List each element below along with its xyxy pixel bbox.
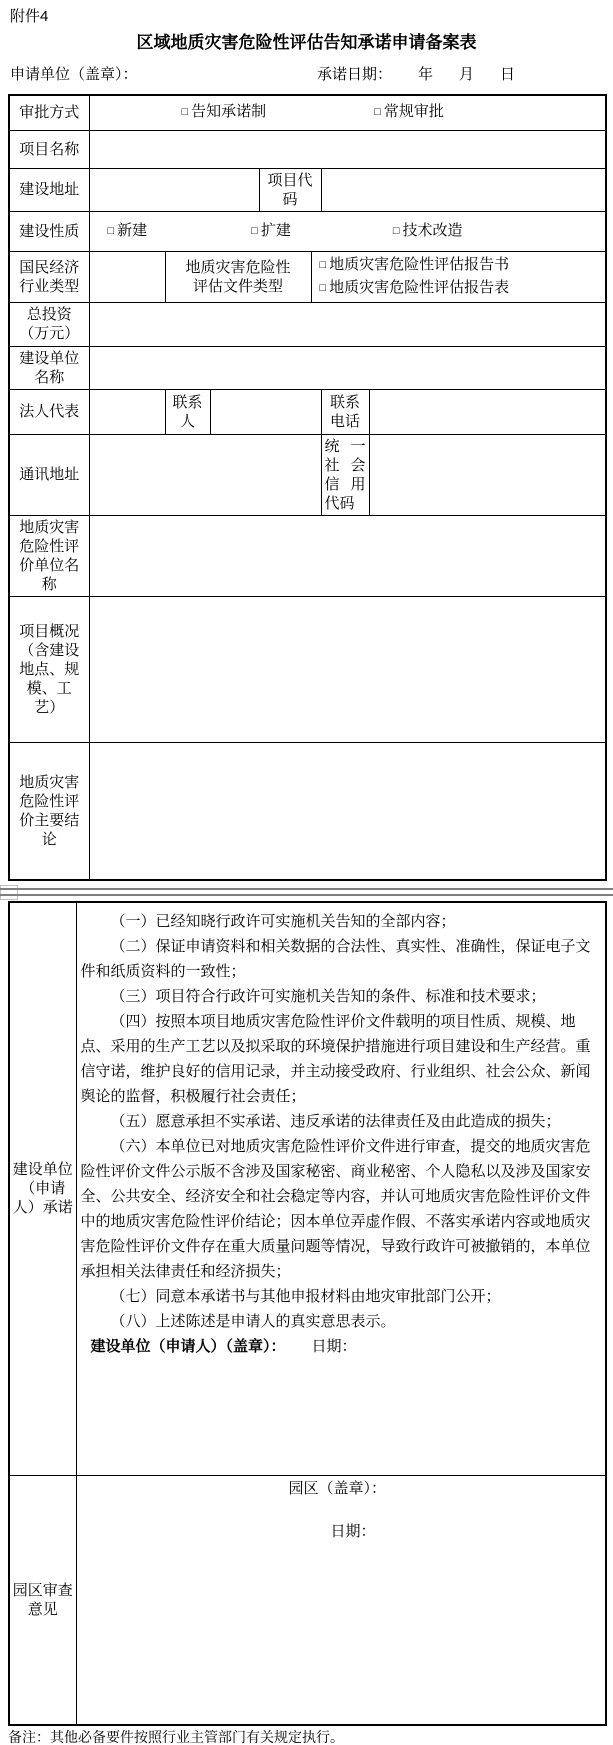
application-info-table — [8, 94, 607, 881]
option-notification-commitment[interactable] — [182, 102, 267, 123]
checkbox-icon[interactable]: □ — [319, 281, 327, 294]
total-investment-label: 总投资（万元） — [9, 302, 89, 346]
assessment-doc-type-label: 地质灾害危险性评估文件类型 — [165, 251, 311, 302]
form-title: 区域地质灾害危险性评估告知承诺申请备案表 — [136, 33, 477, 52]
approval-method-label: 审批方式 — [9, 95, 89, 130]
credit-code-input[interactable] — [369, 434, 606, 515]
mailing-address-input[interactable] — [89, 434, 321, 515]
option-label: 地质灾害危险性评估报告表 — [329, 278, 510, 296]
date-day-label: 日 — [499, 66, 515, 83]
assessment-unit-name-input[interactable] — [89, 515, 606, 596]
park-review-cell[interactable] — [76, 1475, 606, 1725]
mailing-address-label: 通讯地址 — [9, 434, 89, 515]
option-label: 技术改造 — [402, 221, 463, 239]
commitment-date-label: 承诺日期： — [316, 66, 392, 83]
commitment-clause: （二）保证申请资料和相关数据的合法性、真实性、准确性，保证电子文件和纸质资料的一致性； — [80, 938, 591, 980]
legal-representative-label: 法人代表 — [9, 389, 89, 434]
project-code-input[interactable] — [321, 168, 606, 211]
checkbox-icon[interactable]: □ — [319, 258, 327, 271]
assessment-unit-name-label: 地质灾害危险性评价单位名称 — [9, 515, 89, 596]
option-assessment-report-book[interactable] — [320, 254, 600, 277]
commitment-clause: （七）同意本承诺书与其他申报材料由地灾审批部门公开； — [110, 1288, 501, 1305]
commitment-date-group — [317, 66, 515, 84]
option-technical-renovation[interactable] — [393, 221, 463, 242]
construction-unit-name-label: 建设单位名称 — [9, 346, 89, 389]
form-header — [10, 66, 603, 84]
construction-unit-name-input[interactable] — [89, 346, 606, 389]
page-break-line — [0, 894, 613, 896]
credit-code-label: 统一社会信用代码 — [321, 434, 369, 515]
option-label: 扩建 — [260, 221, 291, 239]
applicant-signature-seal-label: 建设单位（申请人）（盖章）： — [90, 1338, 286, 1355]
commitment-clause: （三）项目符合行政许可实施机关告知的条件、标准和技术要求； — [110, 988, 546, 1005]
construction-nature-cell — [89, 211, 606, 251]
assessment-doc-type-cell — [311, 251, 606, 302]
footer-note: 备注：其他必备要件按照行业主管部门有关规定执行。 — [8, 1729, 344, 1745]
option-label: 常规审批 — [383, 103, 444, 121]
checkbox-icon[interactable]: □ — [107, 224, 115, 237]
option-expansion[interactable] — [251, 221, 291, 242]
contact-person-input[interactable] — [210, 389, 321, 434]
park-review-label: 园区审查意见 — [9, 1475, 76, 1725]
checkbox-icon[interactable]: □ — [392, 224, 400, 237]
option-regular-approval[interactable] — [374, 102, 444, 123]
option-label: 地质灾害危险性评估报告书 — [329, 255, 510, 273]
commitment-cell — [76, 902, 606, 1475]
commitment-clause: （一）已经知晓行政许可实施机关告知的全部内容； — [110, 913, 456, 930]
total-investment-input[interactable] — [89, 302, 606, 346]
checkbox-icon[interactable]: □ — [374, 106, 381, 119]
park-date-label: 日期： — [330, 1522, 376, 1540]
main-conclusion-input[interactable] — [89, 742, 606, 880]
applicant-seal-label: 申请单位（盖章）： — [10, 66, 138, 83]
project-name-label: 项目名称 — [9, 130, 89, 168]
checkbox-icon[interactable]: □ — [251, 224, 258, 237]
commitment-label: 建设单位（申请人）承诺 — [9, 902, 76, 1475]
main-conclusion-label: 地质灾害危险性评价主要结论 — [9, 742, 89, 880]
option-assessment-report-form[interactable] — [320, 277, 600, 300]
park-seal-label: 园区（盖章）： — [288, 1479, 387, 1497]
project-code-label: 项目代码 — [259, 168, 321, 211]
attachment-label: 附件4 — [10, 8, 49, 25]
commitment-table — [8, 901, 607, 1726]
option-new-construction[interactable] — [108, 221, 148, 242]
project-overview-input[interactable] — [89, 596, 606, 742]
industry-type-label: 国民经济行业类型 — [9, 251, 89, 302]
contact-phone-label: 联系电话 — [321, 389, 369, 434]
signature-date-label: 日期： — [311, 1338, 357, 1355]
commitment-clause: （八）上述陈述是申请人的真实意思表示。 — [110, 1313, 396, 1330]
construction-nature-label: 建设性质 — [9, 211, 89, 251]
approval-method-cell — [89, 95, 606, 130]
commitment-clause: （六）本单位已对地质灾害危险性评价文件进行审查，提交的地质灾害危险性评价文件公示版不含涉及国家秘密、商业秘密、个人隐私以及涉及国家安全、公共安全、经济安全和社会稳定等内容，并认可地质灾害危险性评价文件中的地质灾害危险性评价结论；因本单位弄虚作假、不落实承诺内容或地质灾害危险性评价文件存在重大质量问题等情况，导致行政许可被撤销的，本单位承担相关法律责任和经济损失； — [80, 1138, 591, 1280]
project-name-input[interactable] — [89, 130, 606, 168]
construction-address-input[interactable] — [89, 168, 259, 211]
commitment-clause: （四）按照本项目地质灾害危险性评价文件载明的项目性质、规模、地点、采用的生产工艺以及拟采取的环境保护措施进行项目建设和生产经营。重信守诺，维护良好的信用记录，并主动接受政府、行业组织、社会公众、新闻舆论的监督，积极履行社会责任； — [80, 1013, 591, 1105]
page-break — [0, 881, 613, 901]
project-overview-label: 项目概况（含建设地点、规模、工艺） — [9, 596, 89, 742]
contact-person-label: 联系人 — [165, 389, 210, 434]
construction-address-label: 建设地址 — [9, 168, 89, 211]
page-break-line — [0, 888, 613, 890]
contact-phone-input[interactable] — [369, 389, 606, 434]
option-label: 告知承诺制 — [191, 103, 267, 121]
date-year-label: 年 — [417, 66, 433, 83]
legal-representative-input[interactable] — [89, 389, 165, 434]
commitment-clause: （五）愿意承担不实承诺、违反承诺的法律责任及由此造成的损失； — [110, 1113, 561, 1130]
commitment-signature-row — [77, 1334, 606, 1359]
checkbox-icon[interactable]: □ — [181, 106, 189, 119]
commitment-clauses — [77, 903, 606, 1334]
option-label: 新建 — [117, 221, 148, 239]
date-month-label: 月 — [458, 66, 474, 83]
industry-type-input[interactable] — [89, 251, 165, 302]
